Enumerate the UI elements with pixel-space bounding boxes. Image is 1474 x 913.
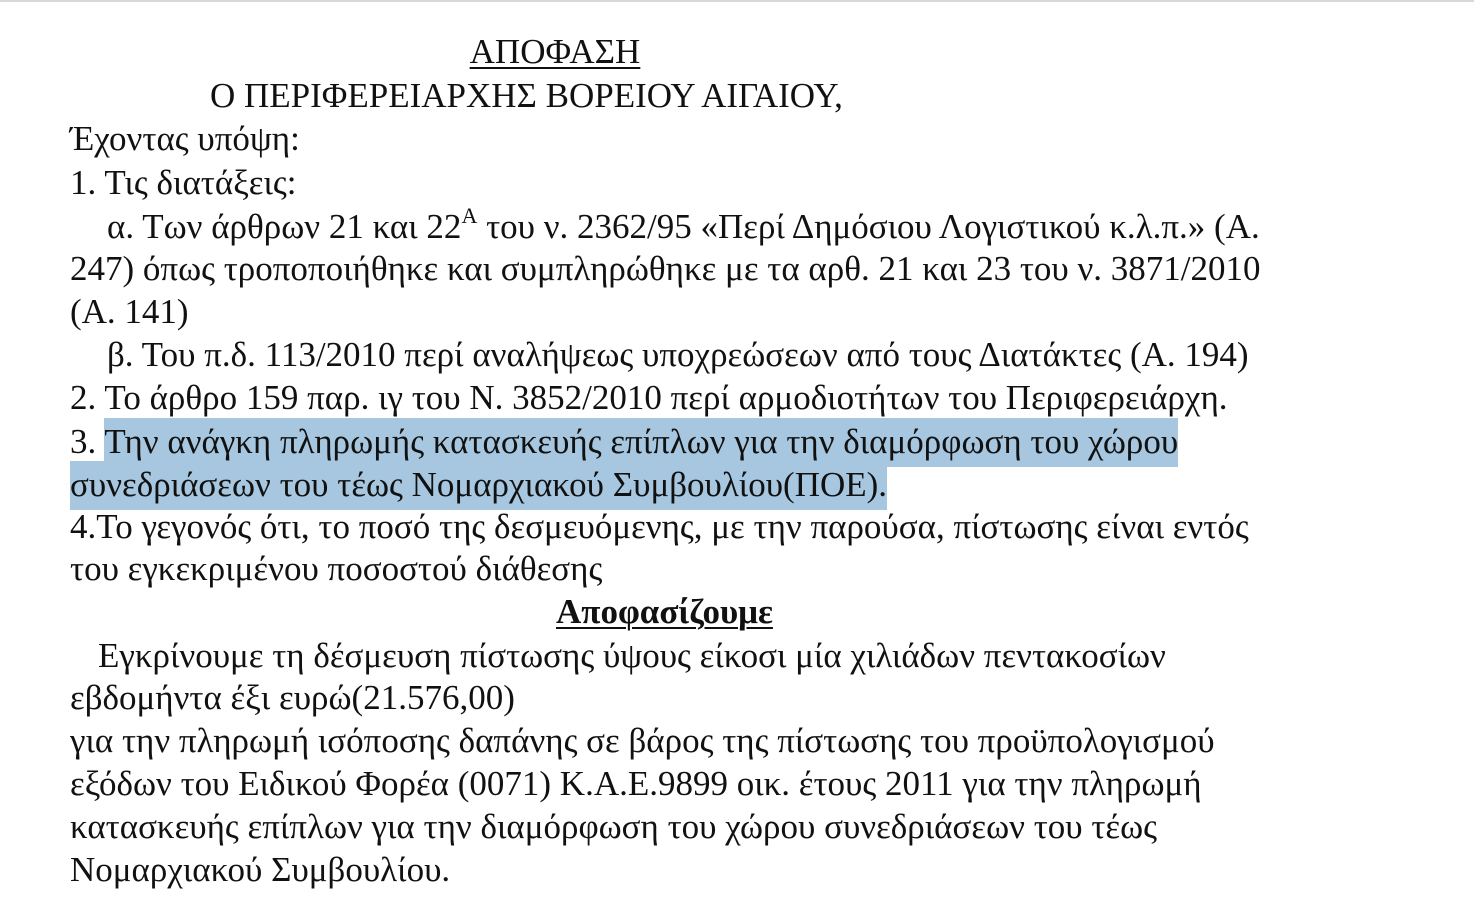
decision-heading: Αποφασίζουμε: [556, 592, 773, 631]
item-1a-text-post: του ν. 2362/95 «Περί Δημόσιου Λογιστικού κ.λ.π.» (Α.: [477, 207, 1260, 246]
decision-line-3: για την πληρωμή ισόποσης δαπάνης σε βάρος της πίστωσης του προϋπολογισμού: [70, 721, 1215, 760]
top-divider: [0, 0, 1474, 2]
item-4-line-2: του εγκεκριμένου ποσοστού διάθεσης: [70, 549, 603, 588]
decision-line-1: Εγκρίνουμε τη δέσμευση πίστωσης ύψους είκοσι μία χιλιάδων πεντακοσίων: [98, 636, 1166, 675]
considering-line: Έχοντας υπόψη:: [70, 119, 300, 158]
decision-line-2: εβδομήντα έξι ευρώ(21.576,00): [70, 678, 515, 717]
document-title: ΑΠΟΦΑΣΗ: [469, 32, 641, 71]
item-3-highlighted-text-2: συνεδριάσεων του τέως Νομαρχιακού Συμβουλίου(ΠΟΕ).: [70, 461, 887, 510]
item-1a-line-3: (Α. 141): [70, 292, 189, 331]
item-1-heading: 1. Τις διατάξεις:: [70, 163, 297, 202]
decision-line-4: εξόδων του Ειδικού Φορέα (0071) Κ.Α.Ε.9899 οικ. έτους 2011 για την πληρωμή: [70, 764, 1202, 803]
item-1a-line-2: 247) όπως τροποποιήθηκε και συμπληρώθηκε με τα αρθ. 21 και 23 του ν. 3871/2010: [70, 249, 1261, 288]
item-1b-line: β. Του π.δ. 113/2010 περί αναλήψεως υποχρεώσεων από τους Διατάκτες (Α. 194): [107, 335, 1249, 374]
item-4-line-1: 4.Το γεγονός ότι, το ποσό της δεσμευόμενης, με την παρούσα, πίστωσης είναι εντός: [70, 507, 1249, 546]
item-1a-superscript: Α: [461, 203, 478, 228]
item-3-line-2: [70, 467, 887, 502]
item-1a-text-pre: α. Των άρθρων 21 και 22: [107, 207, 462, 246]
item-3-number: 3.: [70, 422, 105, 461]
item-2-line: 2. Το άρθρο 159 παρ. ιγ του Ν. 3852/2010 περί αρμοδιοτήτων του Περιφερειάρχη.: [70, 378, 1228, 417]
item-3-highlighted-text-1: Την ανάγκη πληρωμής κατασκευής επίπλων για την διαμόρφωση του χώρου: [104, 418, 1178, 467]
item-1a-line-1: [107, 203, 1260, 246]
decision-line-6: Νομαρχιακού Συμβουλίου.: [70, 850, 451, 889]
item-3-line-1: [70, 424, 1178, 459]
decision-line-5: κατασκευής επίπλων για την διαμόρφωση του χώρου συνεδριάσεων του τέως: [70, 807, 1157, 846]
authority-line: Ο ΠΕΡΙΦΕΡΕΙΑΡΧΗΣ ΒΟΡΕΙΟΥ ΑΙΓΑΙΟΥ,: [210, 76, 843, 115]
